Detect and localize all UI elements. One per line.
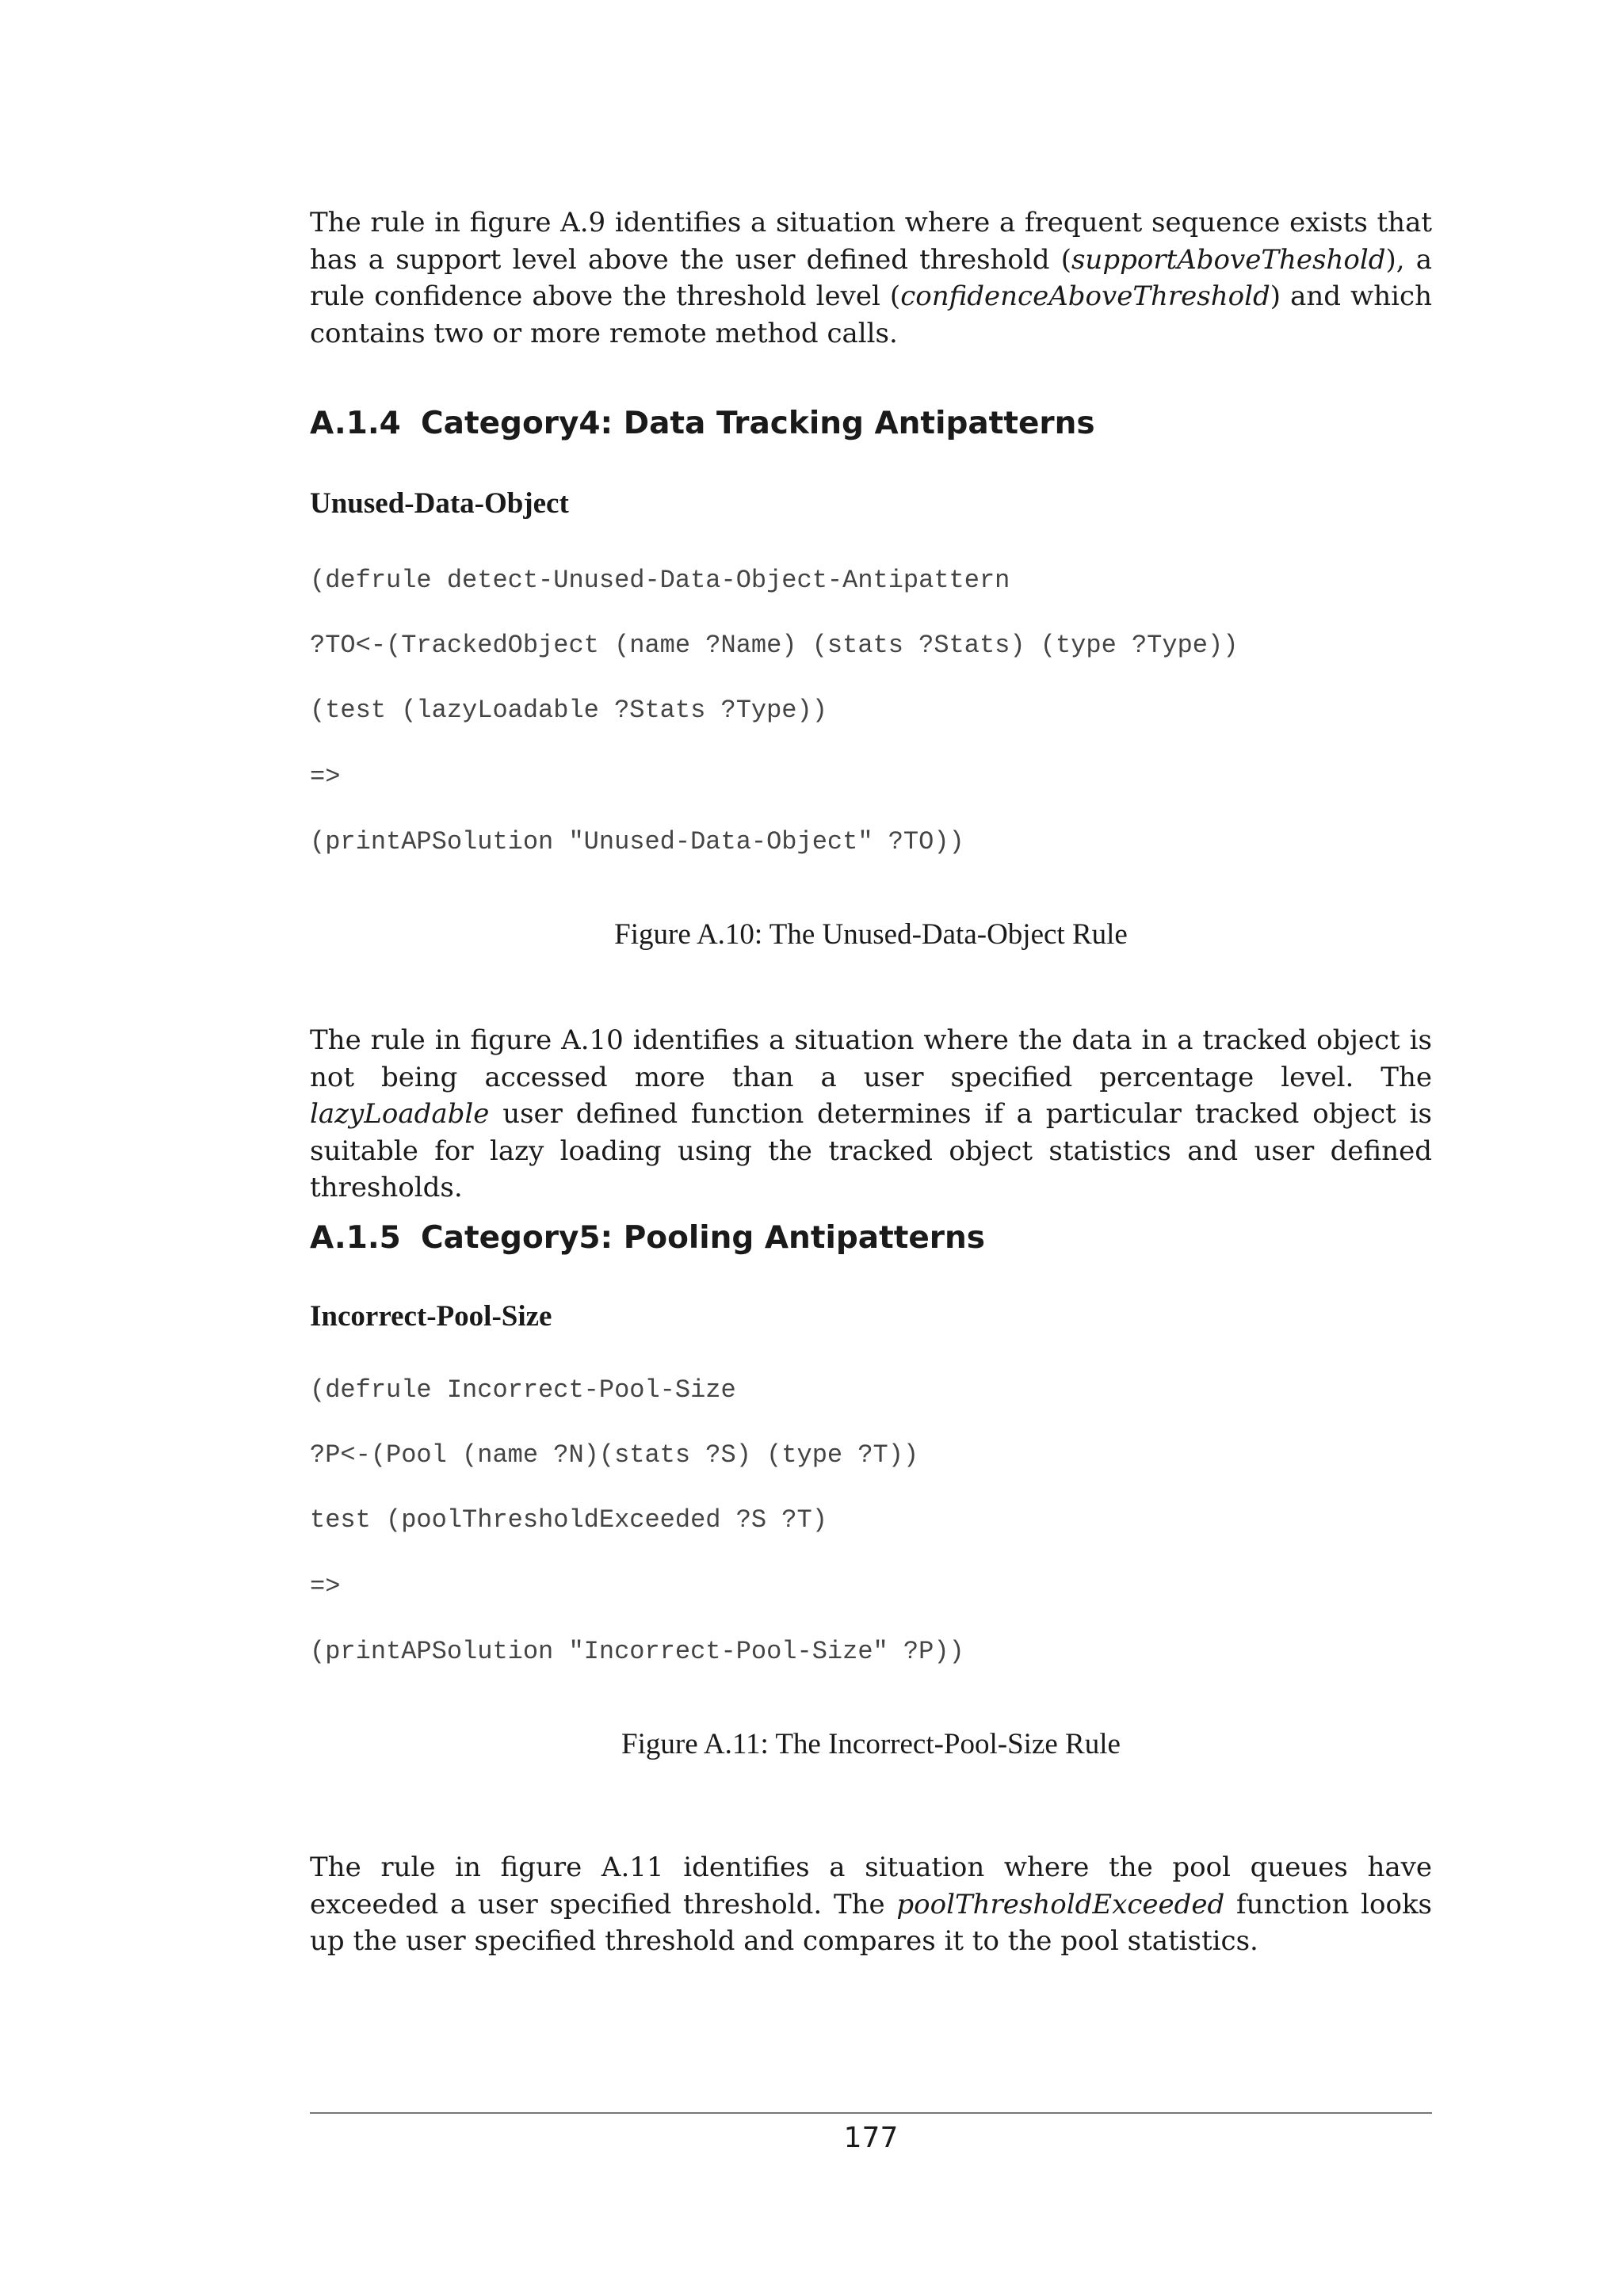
section-title-a15: Category5: Pooling Antipatterns xyxy=(421,1220,986,1256)
code-line-1: (defrule detect-Unused-Data-Object-Antipattern xyxy=(310,566,1010,595)
section-heading-a15 xyxy=(310,1220,985,1256)
subheading-unused-data-object: Unused-Data-Object xyxy=(310,487,569,520)
page-number: 177 xyxy=(843,2122,899,2154)
section-number-a14: A.1.4 xyxy=(310,406,401,441)
section-heading-a14 xyxy=(310,406,1095,441)
code-line-9: => xyxy=(310,1572,341,1601)
para1-text-2: ), a rule confidence above the threshold level ( xyxy=(310,243,1432,312)
para1-italic-confidence: confidenceAboveThreshold xyxy=(900,280,1270,312)
para1-italic-support: supportAboveTheshold xyxy=(1071,243,1386,276)
figure-caption-a11: Figure A.11: The Incorrect-Pool-Size Rule xyxy=(621,1728,1121,1760)
footer-divider xyxy=(310,2112,1432,2114)
code-line-6: (defrule Incorrect-Pool-Size xyxy=(310,1375,736,1405)
para3-italic-poolthreshold: poolThresholdExceeded xyxy=(896,1888,1225,1920)
para3-text-2: function looks up the user specified threshold and compares it to the pool statistics. xyxy=(310,1888,1432,1957)
code-line-7: ?P<-(Pool (name ?N)(stats ?S) (type ?T)) xyxy=(310,1440,919,1470)
para1-text-3: ) and which contains two or more remote method calls. xyxy=(310,280,1432,349)
para2-text-2: user defined function determines if a particular tracked object is suitable for lazy loading using the tracked object statistics and user defined thresholds. xyxy=(310,1098,1432,1203)
paragraph-a10-description xyxy=(310,1022,1432,1207)
paragraph-a11-description xyxy=(310,1849,1432,1960)
figure-caption-a10: Figure A.10: The Unused-Data-Object Rule xyxy=(614,918,1128,951)
section-number-a15: A.1.5 xyxy=(310,1220,401,1256)
code-line-10: (printAPSolution "Incorrect-Pool-Size" ?P)) xyxy=(310,1637,964,1666)
code-line-4: => xyxy=(310,762,341,791)
code-line-8: test (poolThresholdExceeded ?S ?T) xyxy=(310,1505,827,1535)
subheading-incorrect-pool-size: Incorrect-Pool-Size xyxy=(310,1300,552,1333)
para3-text-1: The rule in figure A.11 identifies a situation where the pool queues have exceeded a user specified threshold. The xyxy=(310,1852,1432,1920)
code-line-5: (printAPSolution "Unused-Data-Object" ?TO)) xyxy=(310,827,964,856)
code-line-3: (test (lazyLoadable ?Stats ?Type)) xyxy=(310,696,827,725)
para2-italic-lazyloadable: lazyLoadable xyxy=(310,1098,490,1130)
code-line-2: ?TO<-(TrackedObject (name ?Name) (stats ?Stats) (type ?Type)) xyxy=(310,631,1239,660)
para1-text-1: The rule in figure A.9 identifies a situation where a frequent sequence exists that has a support level above the user defined threshold ( xyxy=(310,207,1432,276)
para2-text-1: The rule in figure A.10 identifies a situation where the data in a tracked object is not being accessed more than a user specified percentage level. The xyxy=(310,1024,1432,1093)
section-title-a14: Category4: Data Tracking Antipatterns xyxy=(421,406,1095,441)
paragraph-a9-description xyxy=(310,204,1432,352)
